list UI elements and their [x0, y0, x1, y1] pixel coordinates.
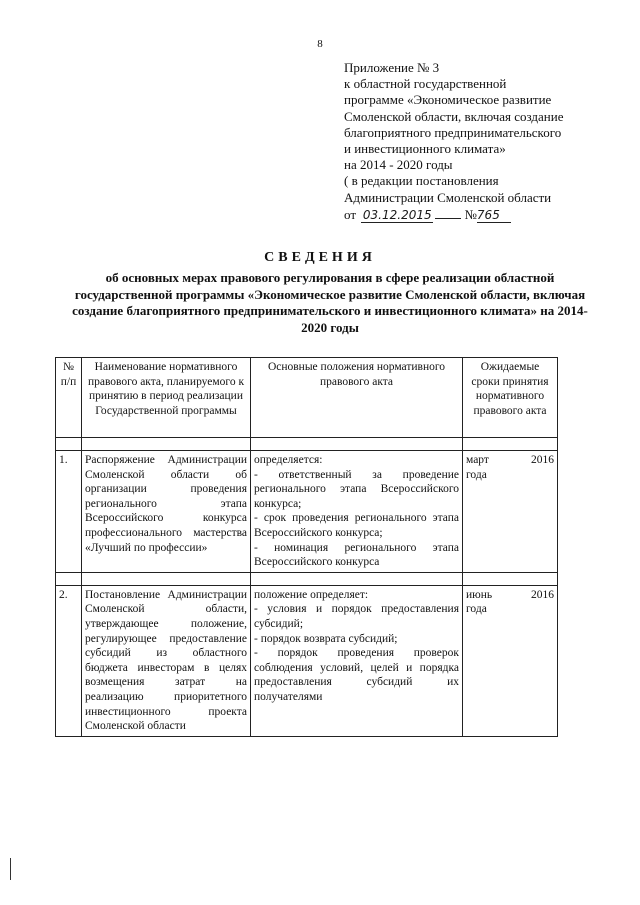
row-expected-date	[463, 585, 558, 736]
page-number: 8	[317, 38, 323, 50]
provision-line: - порядок проведения проверок соблюдения условий, целей и порядка предоставления субсидий их получателями	[254, 647, 459, 703]
row-num: 2.	[56, 585, 82, 736]
date-suffix: года	[466, 468, 487, 481]
date-suffix: года	[466, 603, 487, 616]
underline-blank	[435, 206, 461, 219]
provision-line: - ответственный за проведение регионального этапа Всероссийского конкурса;	[254, 468, 459, 510]
provision-line: - номинация регионального этапа Всероссийского конкурса	[254, 541, 459, 569]
number-label: №	[464, 206, 477, 222]
margin-mark	[10, 858, 11, 880]
appendix-line: Администрации Смоленской области	[344, 189, 552, 205]
date-year: 2016	[531, 454, 554, 466]
row-act-name: Распоряжение Администрации Смоленской области об организации проведения регионального этапа Всероссийского конкурса профессионального мастерства «Лучший по профессии»	[82, 451, 251, 573]
provision-line: определяется:	[254, 454, 323, 466]
table-row	[56, 451, 558, 573]
table-spacer-row	[56, 572, 558, 585]
document-subtitle: об основных мерах правового регулирования в сфере реализации областной государственной программы «Экономическое развитие Смоленской области, включая создание благоприятного предпринимательского и инвестиционного климата» на 2014-2020 годы	[72, 270, 588, 335]
appendix-line: Приложение № 3	[344, 60, 440, 75]
resolution-date-row	[344, 206, 624, 223]
table-spacer-row	[56, 438, 558, 451]
provision-line: - срок проведения регионального этапа Всероссийского конкурса;	[254, 512, 459, 539]
table-header-row	[56, 358, 558, 438]
date-month: июнь	[466, 588, 493, 601]
appendix-line: к областной государственной	[344, 76, 507, 92]
handwritten-date: 03.12.2015	[362, 207, 432, 222]
measures-table	[55, 357, 558, 737]
row-main-provisions	[251, 585, 463, 736]
table-row	[56, 585, 558, 736]
document-title: СВЕДЕНИЯ	[264, 250, 376, 265]
header-num: № п/п	[56, 358, 82, 438]
provision-line: - условия и порядок предоставления субсидий;	[254, 603, 459, 630]
row-num: 1.	[56, 451, 82, 573]
header-date: Ожидаемые сроки принятия нормативного правового акта	[463, 358, 558, 438]
appendix-line: программе «Экономическое развитие	[344, 92, 552, 108]
row-act-name: Постановление Администрации Смоленской области, утверждающее положение, регулирующее предоставление субсидий из областного бюджета инвесторам в целях возмещения затрат на реализацию приоритетного инвестиционного проекта Смоленской области	[82, 585, 251, 736]
date-year: 2016	[531, 588, 554, 601]
row-main-provisions	[251, 451, 463, 573]
appendix-line: благоприятного предпринимательского	[344, 124, 562, 140]
appendix-line: Смоленской области, включая создание	[344, 108, 564, 124]
handwritten-number: 765	[477, 209, 511, 223]
provision-line: положение определяет:	[254, 588, 369, 601]
date-month: март	[466, 454, 489, 466]
header-main: Основные положения нормативного правового акта	[251, 358, 463, 438]
appendix-line: на 2014 - 2020 годы	[344, 157, 453, 173]
provision-line: - порядок возврата субсидий;	[254, 632, 398, 645]
from-label: от	[344, 206, 357, 222]
appendix-line: ( в редакции постановления	[344, 173, 499, 189]
header-name: Наименование нормативного правового акта, планируемого к принятию в период реализации Государственной программы	[82, 358, 251, 438]
appendix-note	[344, 60, 624, 223]
appendix-line: и инвестиционного климата»	[344, 141, 506, 157]
row-expected-date	[463, 451, 558, 573]
